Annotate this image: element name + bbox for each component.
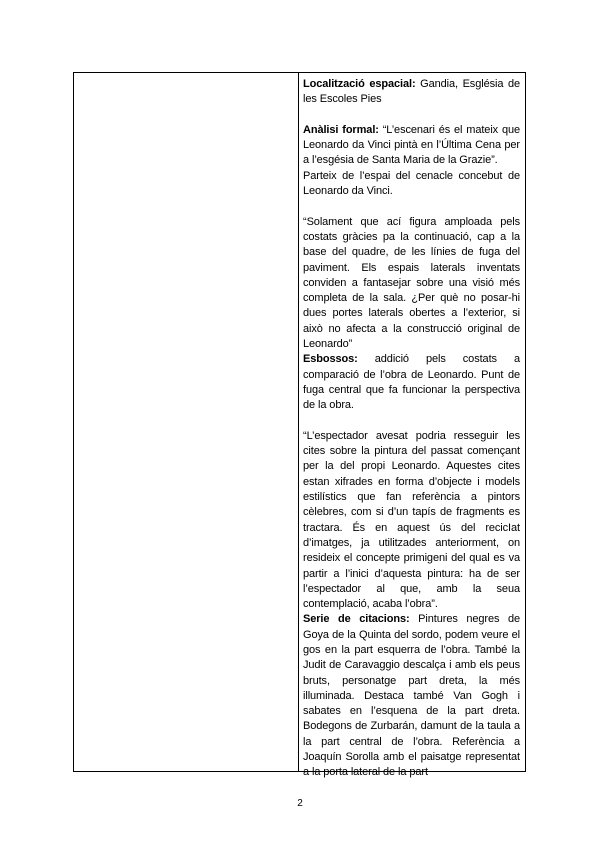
table-left-column — [74, 73, 299, 771]
esbossos-text: addició pels costats a comparació de l’obra de Leonardo. Punt de fuga central que fa funcionar la perspectiva de la obra. — [303, 353, 520, 412]
page-number: 2 — [297, 798, 303, 809]
serie-text: Pintures negres de Goya de la Quinta del sordo, podem veure el gos en la part esquerra de l’obra. També la Judit de Caravaggio descalça i amb els peus bruts, personatge part dreta, la més illuminada. Destaca també Van Gogh i sabates en l’esquena de la part dreta. Bodegons de Zurbarán, damunt de la taula a la part central de l’obra. Referència a Joaquín Sorolla amb el paisatge representat a la porta lateral de la part — [303, 613, 520, 779]
localitzacio-label: Localització espacial: — [303, 78, 416, 90]
quote1-paragraph: “Solament que ací figura amploada pels costats gràcies pa la continuació, cap a la base del quadre, de les línies de fuga del paviment. Els espais laterals inventats conviden a fantasejar sobre una visió més completa de la sala. ¿Per què no posar-hi dues portes laterals obertes a l’exterior, si això no afecta a la construcció original de Leonardo” — [303, 215, 520, 351]
quote2-paragraph: “L’espectador avesat podria resseguir les cites sobre la pintura del passat començant per la del propi Leonardo. Aquestes cites estan xifrades en forma d’objecte i models estilístics que fan referència a pintors cèlebres, com si d’un tapís de fragments es tractara. És en aquest ús del recicIat d’imatges, ja utilitzades anteriorment, on resideix el concepte primigeni del qual es va partir a l’inici d’aquesta pintura: ha de ser l’espectador al que, amb la seua contemplació, acaba l’obra”. — [303, 429, 520, 611]
serie-paragraph — [303, 612, 520, 780]
esbossos-label: Esbossos: — [303, 353, 358, 366]
analisi-text: “L’escenari és el mateix que Leonardo da Vinci pintà en l’Última Cena per a l’esgésia de Santa Maria de la Grazie”. — [303, 123, 520, 167]
analisi-paragraph — [303, 123, 520, 169]
localitzacio-text: Gandia, Església de les Escoles Pies — [303, 78, 520, 106]
parteix-paragraph: Parteix de l’espai del cenacle concebut de Leonardo da Vinci. — [303, 169, 520, 198]
content-table — [73, 72, 526, 779]
table-right-column — [299, 73, 525, 779]
esbossos-paragraph — [303, 352, 520, 413]
localitzacio-paragraph — [303, 77, 520, 108]
analisi-label: Anàlisi formal: — [303, 123, 379, 136]
serie-label: Serie de citacions: — [303, 613, 410, 626]
